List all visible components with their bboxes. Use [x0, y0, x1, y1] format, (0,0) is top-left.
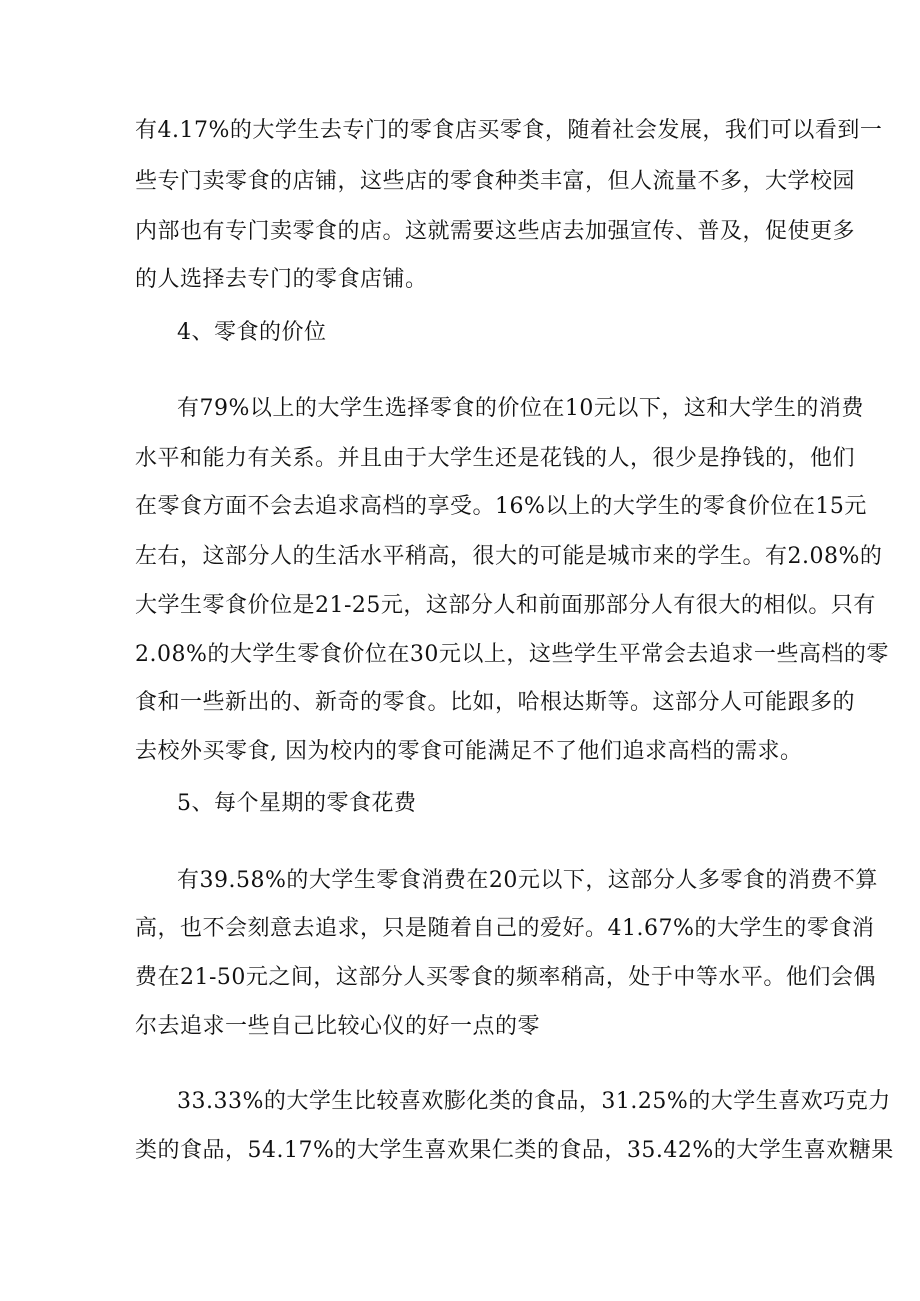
paragraph-line: 33.33%的大学生比较喜欢膨化类的食品，31.25%的大学生喜欢巧克力 [177, 1089, 891, 1114]
paragraph-line: 食和一些新出的、新奇的零食。比如，哈根达斯等。这部分人可能跟多的 [135, 690, 856, 715]
paragraph-line: 大学生零食价位是21-25元，这部分人和前面那部分人有很大的相似。只有 [135, 593, 876, 618]
section-heading-price: 4、零食的价位 [177, 320, 327, 345]
paragraph-line: 2.08%的大学生零食价位在30元以上，这些学生平常会去追求一些高档的零 [135, 642, 889, 667]
paragraph-line: 类的食品，54.17%的大学生喜欢果仁类的食品，35.42%的大学生喜欢糖果 [135, 1138, 894, 1163]
paragraph-line: 左右，这部分人的生活水平稍高，很大的可能是城市来的学生。有2.08%的 [135, 544, 883, 569]
paragraph-line: 些专门卖零食的店铺，这些店的零食种类丰富，但人流量不多，大学校园 [135, 169, 856, 194]
paragraph-line: 在零食方面不会去追求高档的享受。16%以上的大学生的零食价位在15元 [135, 494, 867, 519]
paragraph-line: 有79%以上的大学生选择零食的价位在10元以下，这和大学生的消费 [177, 396, 864, 421]
section-heading-weekly: 5、每个星期的零食花费 [177, 791, 417, 816]
paragraph-line: 去校外买零食, 因为校内的零食可能满足不了他们追求高档的需求。 [135, 739, 803, 764]
paragraph-line: 费在21-50元之间，这部分人买零食的频率稍高，处于中等水平。他们会偶 [135, 965, 876, 990]
paragraph-line: 有4.17%的大学生去专门的零食店买零食，随着社会发展，我们可以看到一 [135, 118, 883, 143]
paragraph-line: 内部也有专门卖零食的店。这就需要这些店去加强宣传、普及，促使更多 [135, 219, 856, 244]
paragraph-line: 有39.58%的大学生零食消费在20元以下，这部分人多零食的消费不算 [177, 868, 878, 893]
paragraph-line: 的人选择去专门的零食店铺。 [135, 267, 428, 292]
paragraph-line: 尔去追求一些自己比较心仪的好一点的零 [135, 1014, 541, 1039]
paragraph-line: 水平和能力有关系。并且由于大学生还是花钱的人，很少是挣钱的，他们 [135, 446, 856, 471]
paragraph-line: 高，也不会刻意去追求，只是随着自己的爱好。41.67%的大学生的零食消 [135, 916, 875, 941]
